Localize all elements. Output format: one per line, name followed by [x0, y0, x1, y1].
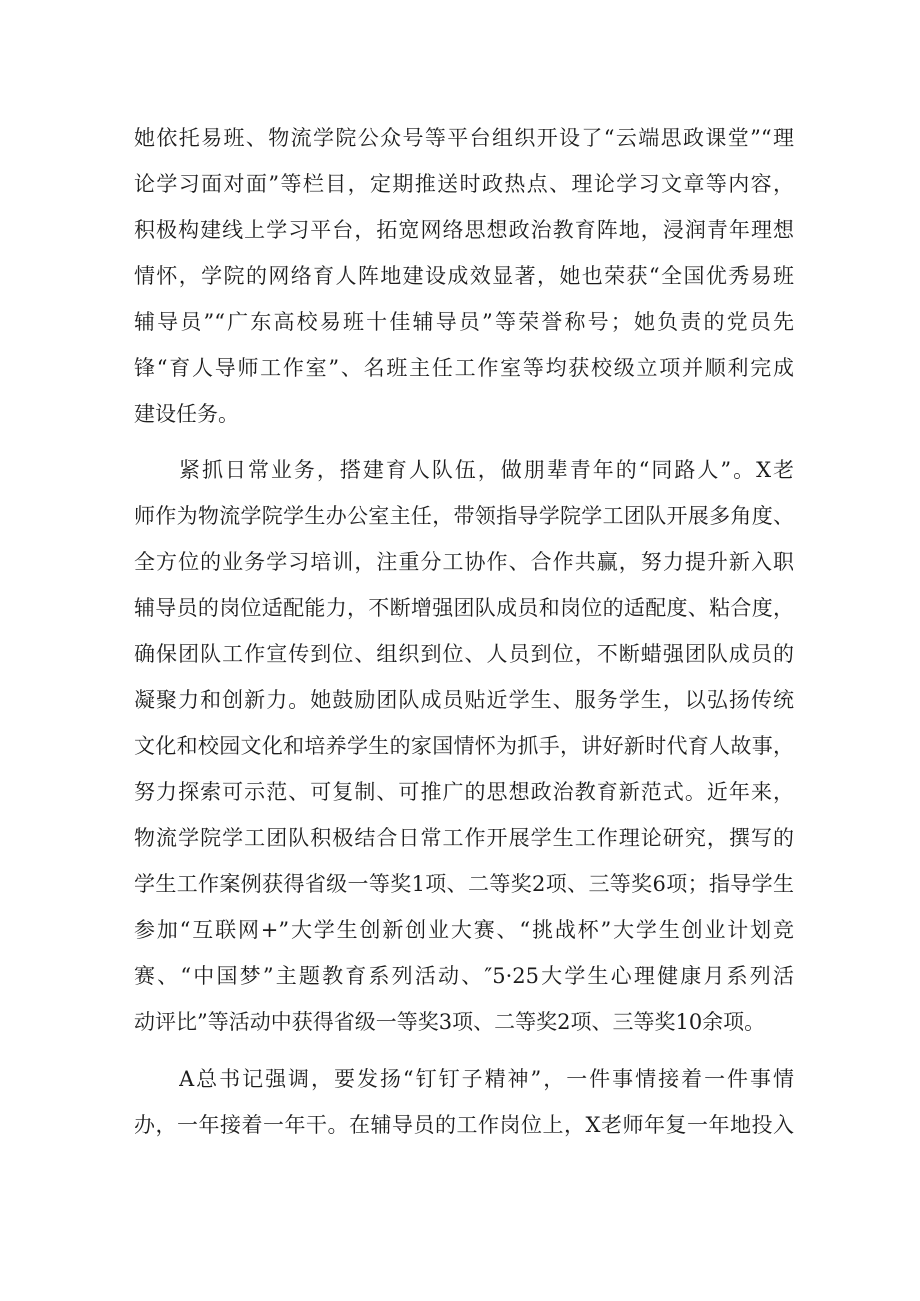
text-line: 积极构建线上学习平台，拓宽网络思想政治教育阵地，浸润青年理想: [134, 218, 794, 242]
text-line: 凝聚力和创新力。她鼓励团队成员贴近学生、服务学生，以弘扬传统: [134, 688, 794, 712]
text-line: 锋“育人导师工作室”、名班主任工作室等均获校级立项并顺利完成: [134, 356, 794, 380]
text-line: 论学习面对面”等栏目，定期推送时政热点、理论学习文章等内容，: [134, 172, 794, 196]
text-line: 参加“互联网+”大学生创新创业大赛、“挑战杯”大学生创业计划竞: [134, 918, 794, 942]
text-line: 努力探索可示范、可复制、可推广的思想政治教育新范式。近年来，: [134, 780, 794, 804]
text-line: 办，一年接着一年干。在辅导员的工作岗位上，X老师年复一年地投入: [134, 1113, 794, 1137]
text-line: 紧抓日常业务，搭建育人队伍，做朋辈青年的“同路人”。X老: [179, 458, 794, 482]
text-line: 文化和校园文化和培养学生的家国情怀为抓手，讲好新时代育人故事，: [134, 734, 794, 758]
text-line: 情怀，学院的网络育人阵地建设成效显著，她也荣获“全国优秀易班: [134, 264, 794, 288]
text-line: 建设任务。: [134, 402, 239, 426]
text-line: 辅导员”“广东高校易班十佳辅导员”等荣誉称号；她负责的党员先: [134, 310, 794, 334]
text-line: 赛、“中国梦”主题教育系列活动、″5·25大学生心理健康月系列活: [134, 964, 794, 988]
text-line: 物流学院学工团队积极结合日常工作开展学生工作理论研究，撰写的: [134, 826, 794, 850]
text-line: 辅导员的岗位适配能力，不断增强团队成员和岗位的适配度、粘合度，: [134, 596, 794, 620]
text-line: 全方位的业务学习培训，注重分工协作、合作共赢，努力提升新入职: [134, 550, 794, 574]
text-line: 她依托易班、物流学院公众号等平台组织开设了“云端思政课堂”“理: [134, 126, 794, 150]
text-line: 学生工作案例获得省级一等奖1项、二等奖2项、三等奖6项；指导学生: [134, 872, 794, 896]
text-line: A总书记强调，要发扬“钉钉子精神”，一件事情接着一件事情: [179, 1067, 794, 1091]
text-line: 师作为物流学院学生办公室主任，带领指导学院学工团队开展多角度、: [134, 504, 794, 528]
text-line: 动评比”等活动中获得省级一等奖3项、二等奖2项、三等奖10余项。: [134, 1010, 766, 1034]
text-line: 确保团队工作宣传到位、组织到位、人员到位，不断蜡强团队成员的: [134, 642, 794, 666]
